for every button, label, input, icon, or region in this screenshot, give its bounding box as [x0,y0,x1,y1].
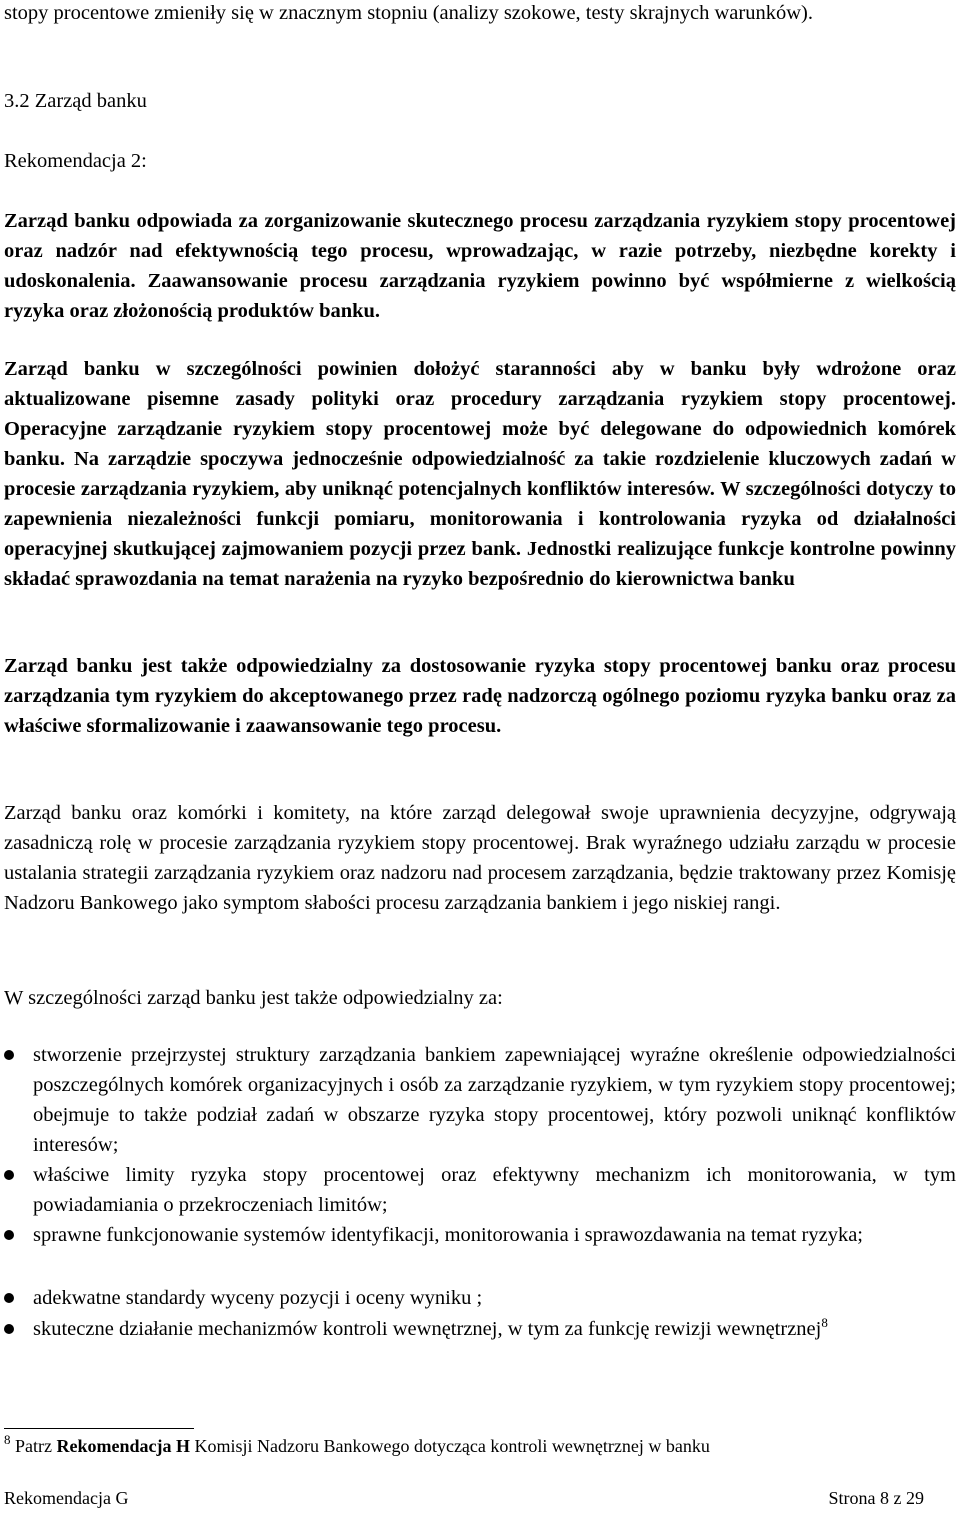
footnote-separator [4,1428,194,1429]
list-item: właściwe limity ryzyka stopy procentowej oraz efektywny mechanizm ich monitorowania, w tym powiadamiania o przekroczeniach limitów; [0,1160,956,1220]
recommendation-paragraph-2: Zarząd banku w szczególności powinien dołożyć staranności aby w banku były wdrożone oraz aktualizowane pisemne zasady polityki oraz procedury zarządzania ryzykiem stopy procentowej. Operacyjne zarządzanie ryzykiem stopy procentowej może być delegowane do odpowiednich komórek banku. Na zarządzie spoczywa jednocześnie odpowiedzialność za takie rozdzielenie kluczowych zadań w procesie zarządzania ryzykiem, aby uniknąć potencjalnych konfliktów interesów. W szczególności dotyczy to zapewnienia niezależności funkcji pomiaru, monitorowania i kontrolowania ryzyka od działalności operacyjnej skutkującej zajmowaniem pozycji przez bank. Jednostki realizujące funkcje kontrolne powinny składać sprawozdania na temat narażenia na ryzyko bezpośrednio do kierownictwa banku [4,358,956,590]
footnote-prefix: Patrz [15,1436,52,1456]
list-item: sprawne funkcjonowanie systemów identyfikacji, monitorowania i sprawozdawania na temat ryzyka; [0,1220,956,1250]
footnote-reference[interactable]: 8 [821,1315,828,1330]
bullet-icon [4,1324,14,1334]
footer-page-number: Strona 8 z 29 [828,1488,924,1508]
footnote [4,1433,956,1459]
body-paragraph: Zarząd banku oraz komórki i komitety, na które zarząd delegował swoje uprawnienia decyzyjne, odgrywają zasadniczą rolę w procesie zarządzania ryzykiem stopy procentowej. Brak wyraźnego udziału zarządu w procesie ustalania strategii zarządzania ryzykiem oraz nadzoru nad procesem zarządzania, będzie traktowany przez Komisję Nadzoru Bankowego jako symptom słabości procesu zarządzania bankiem i jego niskiej rangi. [4,802,956,914]
intro-paragraph: stopy procentowe zmieniły się w znacznym stopniu (analizy szokowe, testy skrajnych warunków). [4,2,813,24]
recommendation-heading: Rekomendacja 2: [4,150,147,172]
recommendation-paragraph-1: Zarząd banku odpowiada za zorganizowanie skutecznego procesu zarządzania ryzykiem stopy procentowej oraz nadzór nad efektywnością tego procesu, wprowadzając, w razie potrzeby, niezbędne korekty i udoskonalenia. Zaawansowanie procesu zarządzania ryzykiem powinno być współmierne z wielkością ryzyka oraz złożonością produktów banku. [4,210,956,322]
bullet-icon [4,1050,14,1060]
footnote-suffix: Komisji Nadzoru Bankowego dotycząca kontroli wewnętrznej w banku [194,1436,710,1456]
bullet-icon [4,1293,14,1303]
footnote-bold-reference: Rekomendacja H [56,1436,190,1456]
list-item: stworzenie przejrzystej struktury zarządzania bankiem zapewniającej wyraźne określenie odpowiedzialności poszczególnych komórek organizacyjnych i osób za zarządzanie ryzykiem, w tym ryzykiem stopy procentowej; obejmuje to także podział zadań w obszarze ryzyka stopy procentowej, który pozwoli uniknąć konfliktów interesów; [0,1040,956,1160]
footer-document-name: Rekomendacja G [4,1488,129,1508]
bullet-icon [4,1230,14,1240]
footnote-number: 8 [4,1432,11,1447]
recommendation-paragraph-3: Zarząd banku jest także odpowiedzialny za dostosowanie ryzyka stopy procentowej banku oraz procesu zarządzania tym ryzykiem do akceptowanego przez radę nadzorczą ogólnego poziomu ryzyka banku oraz za właściwe sformalizowanie i zaawansowanie tego procesu. [4,655,956,737]
list-intro: W szczególności zarząd banku jest także odpowiedzialny za: [4,987,503,1009]
section-heading: 3.2 Zarząd banku [4,90,147,112]
bullet-icon [4,1170,14,1180]
list-item: skuteczne działanie mechanizmów kontroli wewnętrznej, w tym za funkcję rewizji wewnętrznej$^8$ [0,1314,956,1344]
list-item: adekwatne standardy wyceny pozycji i oceny wyniku ; [0,1283,956,1313]
